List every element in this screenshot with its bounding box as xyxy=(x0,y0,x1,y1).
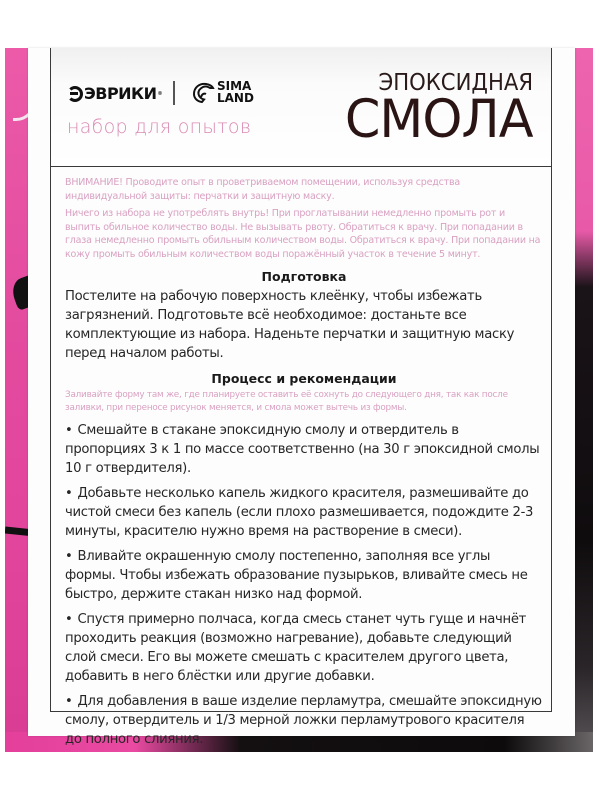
step-text: Для добавления в ваше изделие перламутра, смешайте эпоксидную смолу, отвердитель и 1/3 мерной ложки перламутрового красителя до полного слияния. xyxy=(65,694,542,747)
product-title-line2: СМОЛА xyxy=(345,89,533,150)
instruction-frame xyxy=(50,48,552,747)
bullet-icon: • xyxy=(65,486,73,501)
simaland-line1: SIMA xyxy=(217,79,252,93)
process-note: Заливайте форму там же, где планируете оставить её сохнуть до следующего дня, так как после заливки, при переносе рисунок меняется, и смола может вытечь из формы. xyxy=(65,390,508,413)
bullet-icon: • xyxy=(65,612,73,627)
dolphin-icon xyxy=(191,80,215,104)
bullet-icon: • xyxy=(65,694,73,709)
process-step xyxy=(65,421,543,478)
bullet-icon: • xyxy=(65,549,73,564)
product-title-line1: ЭПОКСИДНАЯ xyxy=(378,70,533,96)
process-step xyxy=(65,547,543,604)
bullet-icon: • xyxy=(65,423,73,438)
evriki-logo-icon xyxy=(67,86,83,102)
simaland-logo xyxy=(191,80,254,104)
sheet-content xyxy=(65,176,543,755)
preparation-text: Постелите на рабочую поверхность клеёнку, чтобы избежать загрязнений. Подготовьте всё необходимое: достаньте все комплектующие из набора. Наденьте перчатки и защитную маску перед началом работы. xyxy=(65,289,515,361)
registered-mark: ® xyxy=(157,90,163,97)
step-text: Вливайте окрашенную смолу постепенно, заполняя все углы формы. Чтобы избежать образование пузырьков, вливайте смесь не быстро, держите стакан низко над формой. xyxy=(65,549,528,602)
process-step xyxy=(65,692,543,749)
section-heading-process: Процесс и рекомендации xyxy=(211,371,397,386)
simaland-logo-text xyxy=(217,80,254,104)
kit-subtitle: набор для опытов xyxy=(67,116,252,138)
process-step xyxy=(65,484,543,541)
evriki-logo-text: ЭВРИКИ xyxy=(84,84,157,103)
step-text: Смешайте в стакане эпоксидную смолу и отвердитель в пропорциях 3 к 1 по массе соответственно (на 30 г эпоксидной смолы 10 г отвердителя). xyxy=(65,423,540,476)
warning-safety: Ничего из набора не употреблять внутрь! При проглатывании немедленно промыть рот и выпить обильное количество воды. Не вызывать рвоту. Обратиться к врачу. При попадании в глаза немедленно промыть обильным количеством воды. Обратиться к врачу. При попадании на кожу промыть обильным количеством воды поражённый участок в течение 5 минут. xyxy=(65,208,541,260)
section-heading-preparation: Подготовка xyxy=(261,269,347,284)
sheet-header xyxy=(51,48,551,167)
logo-divider xyxy=(173,81,175,105)
simaland-line2: LAND xyxy=(217,91,254,105)
step-text: Добавьте несколько капель жидкого красителя, размешивайте до чистой смеси без капель (если плохо размешивается, подождите 2-3 минуты, красителю нужно время на растворение в смеси). xyxy=(65,486,534,539)
evriki-logo xyxy=(67,84,162,103)
step-text: Спустя примерно полчаса, когда смесь станет чуть гуще и начнёт проходить реакция (возможно нагревание), добавьте следующий слой смеси. Его вы можете смешать с красителем другого цвета, добавить в него блёстки или другие добавки. xyxy=(65,612,527,684)
process-step xyxy=(65,610,543,686)
warning-ventilation: ВНИМАНИЕ! Проводите опыт в проветриваемом помещении, используя средства индивидуальной защиты: перчатки и защитную маску. xyxy=(65,177,461,202)
